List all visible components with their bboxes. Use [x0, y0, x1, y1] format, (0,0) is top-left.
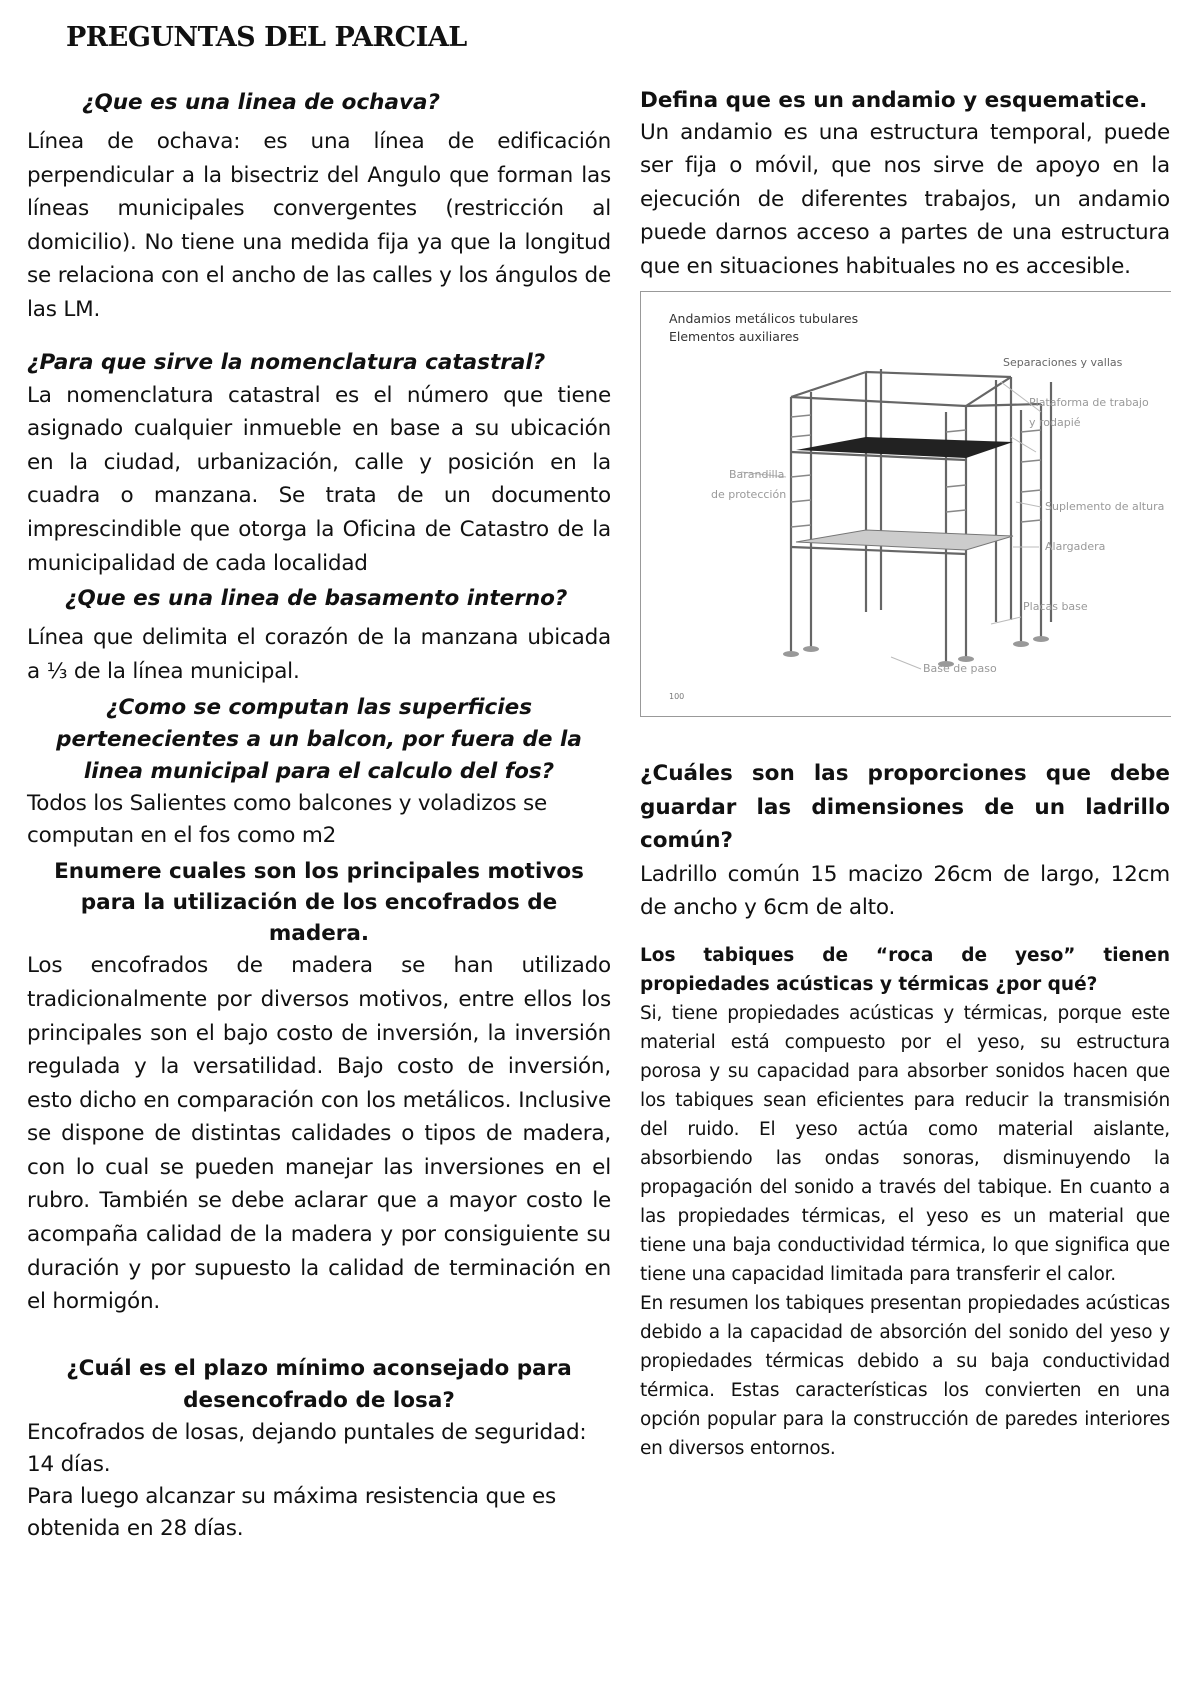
label-alargadera: Alargadera [1045, 540, 1106, 554]
label-separaciones: Separaciones y vallas [1003, 356, 1123, 370]
answer-andamio: Un andamio es una estructura temporal, puede ser fija o móvil, que nos sirve de apoyo en la ejecución de diferentes trabajos, un andamio puede darnos acceso a partes de una estructura que en situaciones habituales no es accesible. [640, 120, 1170, 279]
answer-desencofrado-2: Para luego alcanzar su máxima resistencia que es obtenida en 28 días. [27, 1483, 557, 1541]
answer-ochava: Línea de ochava: es una línea de edificación perpendicular a la bisectriz del Angulo que forman las líneas municipales convergentes (restricción al domicilio). No tiene una medida fija ya que la longitud se relaciona con el ancho de las calles y los ángulos de las LM. [27, 129, 611, 322]
question-nomenclatura: ¿Para que sirve la nomenclatura catastral? [27, 349, 546, 375]
answer-tabiques-1: Si, tiene propiedades acústicas y térmicas, porque este material está compuesto por el yeso, su estructura porosa y su capacidad para absorber sonidos hacen que los tabiques sean eficientes para reducir la transmisión del ruido. El yeso actúa como material aislante, absorbiendo las ondas sonoras, disminuyendo la propagación del sonido a través del tabique. En cuanto a las propiedades térmicas, el yeso es un material que tiene una baja conductividad térmica, lo que significa que tiene una capacidad limitada para transferir el calor. [640, 1002, 1170, 1285]
question-encofrados: Enumere cuales son los principales motivos para la utilización de los encofrados de madera. [54, 859, 584, 947]
figure-title: Andamios metálicos tubulares Elementos auxiliares [669, 311, 859, 345]
label-plataforma-2: y rodapié [1029, 416, 1081, 430]
left-column [27, 86, 611, 1545]
label-suplemento: Suplemento de altura [1045, 500, 1165, 514]
question-desencofrado: ¿Cuál es el plazo mínimo aconsejado para desencofrado de losa? [66, 1355, 572, 1413]
right-column [640, 86, 1170, 1463]
answer-nomenclatura: La nomenclatura catastral es el número que tiene asignado cualquier inmueble en base a su ubicación en la ciudad, urbanización, calle y posición en la cuadra o manzana. Se trata de un documento imprescindible que otorga la Oficina de Catastro de la municipalidad de cada localidad [27, 382, 611, 576]
scaffold-figure [640, 291, 1171, 717]
question-tabiques: Los tabiques de “roca de yeso” tienen propiedades acústicas y térmicas ¿por qué? [640, 944, 1170, 995]
answer-balcon: Todos los Salientes como balcones y voladizos se computan en el fos como m2 [27, 791, 548, 849]
page-title: PREGUNTAS DEL PARCIAL [66, 22, 467, 53]
label-placas: Placas base [1023, 600, 1088, 614]
question-ochava: ¿Que es una linea de ochava? [82, 90, 440, 115]
question-ladrillo: ¿Cuáles son las proporciones que debe guardar las dimensiones de un ladrillo común? [640, 761, 1170, 854]
answer-desencofrado-1: Encofrados de losas, dejando puntales de seguridad: 14 días. [27, 1419, 587, 1477]
question-balcon: ¿Como se computan las superficies pertenecientes a un balcon, por fuera de la linea municipal para el calculo del fos? [56, 695, 582, 785]
question-basamento: ¿Que es una linea de basamento interno? [65, 586, 568, 612]
answer-basamento: Línea que delimita el corazón de la manzana ubicada a ⅓ de la línea municipal. [27, 625, 611, 684]
label-barandilla-1: Barandilla [729, 468, 785, 482]
answer-tabiques-2: En resumen los tabiques presentan propiedades acústicas debido a la capacidad de absorción del sonido del yeso y propiedades térmicas debido a su baja conductividad térmica. Estas características los convierten en una opción popular para la construcción de paredes interiores en diversos entornos. [640, 1292, 1170, 1459]
figure-page-number: 100 [669, 692, 685, 702]
question-andamio: Defina que es un andamio y esquematice. [640, 88, 1148, 113]
answer-ladrillo: Ladrillo común 15 macizo 26cm de largo, 12cm de ancho y 6cm de alto. [640, 861, 1170, 921]
label-base: Base de paso [923, 662, 997, 676]
answer-encofrados: Los encofrados de madera se han utilizado tradicionalmente por diversos motivos, entre ellos los principales son el bajo costo de inversión, la inversión regulada y la versatilidad. Bajo costo de inversión, esto dicho en comparación con los metálicos. Inclusive se dispone de distintas calidades o tipos de madera, con lo cual se pueden manejar las inversiones en el rubro. También se debe aclarar que a mayor costo le acompaña calidad de la madera y por consiguiente su duración y por supuesto la calidad de terminación en el hormigón. [27, 953, 611, 1315]
label-barandilla-2: de protección [711, 488, 787, 502]
label-plataforma-1: Plataforma de trabajo [1029, 396, 1149, 410]
